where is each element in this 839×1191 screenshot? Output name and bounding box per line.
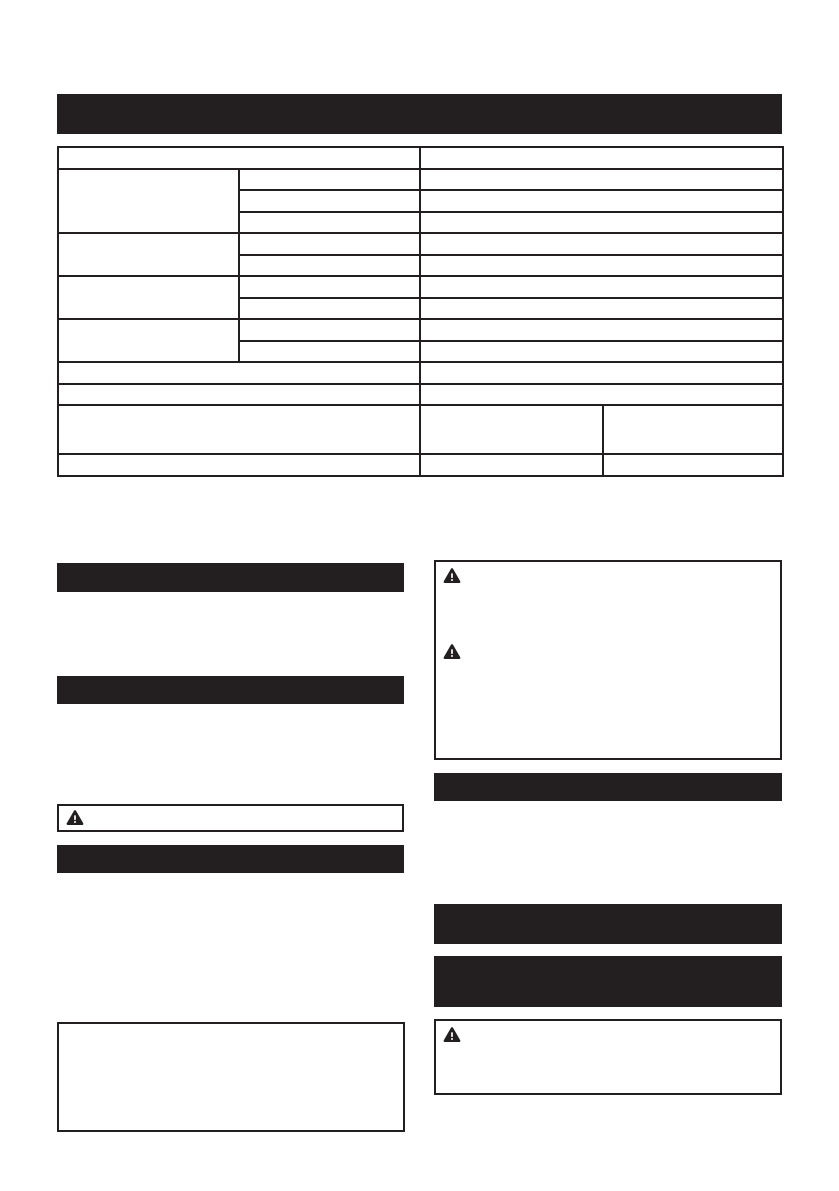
page-title-banner: [57, 94, 782, 134]
table-row: [58, 362, 783, 384]
warning-triangle-icon: [443, 567, 461, 585]
table-cell: [58, 384, 420, 406]
specifications-table: [57, 146, 784, 477]
warning-triangle-icon: [443, 1026, 461, 1044]
table-cell: [58, 405, 420, 454]
table-row: [58, 454, 783, 476]
table-cell: [58, 147, 420, 169]
table-cell: [420, 147, 783, 169]
left-warning-note-box: [57, 804, 404, 832]
safety-warning-text-2: [469, 643, 773, 661]
table-cell: [420, 276, 783, 298]
table-cell: [239, 190, 420, 212]
table-cell: [420, 362, 783, 384]
left-section-banner-1: [57, 563, 404, 592]
table-cell: [420, 255, 783, 277]
table-cell: [239, 169, 420, 191]
left-note-box: [57, 1022, 405, 1132]
table-cell: [420, 212, 783, 234]
table-cell-group-label: [58, 276, 239, 319]
safety-warning-text-1: [469, 567, 773, 585]
table-row: [58, 147, 783, 169]
table-row: [58, 233, 783, 255]
table-cell: [239, 212, 420, 234]
table-row: [58, 319, 783, 341]
left-section-banner-2: [57, 676, 404, 704]
specifications-table-container: [57, 146, 782, 477]
warning-note-text: [92, 809, 395, 827]
table-row: [58, 405, 783, 454]
left-section-banner-3: [57, 845, 404, 873]
table-cell: [239, 319, 420, 341]
table-row: [58, 384, 783, 406]
right-section-banner-3: [434, 956, 782, 1007]
table-cell-group-label: [58, 169, 239, 234]
right-section-banner-2: [434, 904, 782, 944]
table-cell: [239, 233, 420, 255]
table-cell: [420, 190, 783, 212]
table-row: [58, 169, 783, 191]
right-safety-warning-box: [434, 560, 782, 760]
table-cell: [58, 362, 420, 384]
table-row: [58, 276, 783, 298]
table-cell: [239, 276, 420, 298]
table-cell: [420, 319, 783, 341]
table-cell: [420, 384, 783, 406]
table-cell: [420, 233, 783, 255]
table-cell: [603, 405, 783, 454]
table-cell: [420, 298, 783, 320]
table-cell: [239, 298, 420, 320]
table-cell: [420, 454, 603, 476]
table-cell-group-label: [58, 319, 239, 362]
right-warning-box: [434, 1019, 782, 1095]
table-cell: [420, 405, 603, 454]
table-cell: [239, 341, 420, 363]
warning-triangle-icon: [443, 643, 461, 661]
right-section-banner-1: [434, 773, 782, 801]
right-warning-text: [469, 1026, 773, 1044]
table-cell: [420, 169, 783, 191]
warning-triangle-icon: [66, 809, 84, 827]
table-cell: [239, 255, 420, 277]
table-cell: [58, 454, 420, 476]
table-cell: [420, 341, 783, 363]
table-cell: [603, 454, 783, 476]
table-cell-group-label: [58, 233, 239, 276]
